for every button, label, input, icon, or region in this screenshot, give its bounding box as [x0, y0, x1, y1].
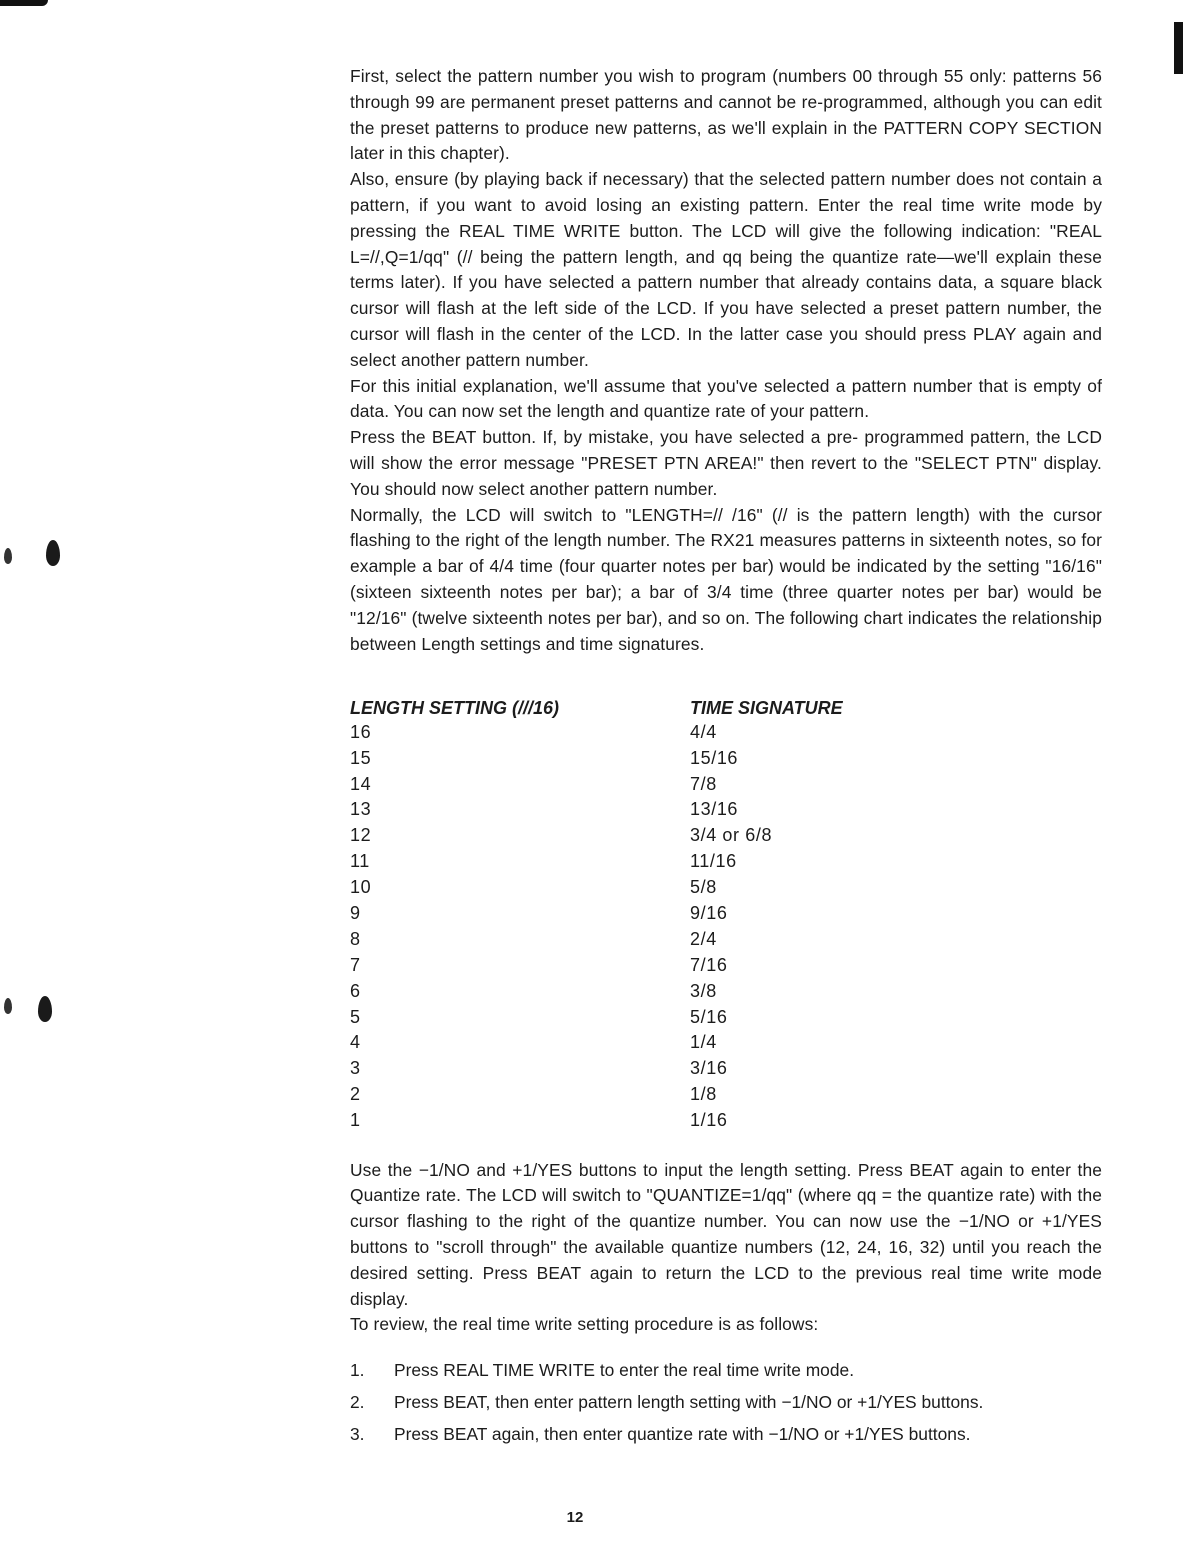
- scan-mark-top-left: [0, 0, 48, 6]
- table-row: [350, 1030, 1102, 1056]
- list-item: [350, 1354, 1102, 1386]
- binder-hole-lower: [38, 996, 52, 1022]
- table-row: [350, 952, 1102, 978]
- step-number: 1.: [350, 1359, 365, 1380]
- procedure-list: [350, 1354, 1102, 1450]
- length-value: 11: [350, 851, 370, 872]
- time-signature-value: 2/4: [690, 928, 717, 949]
- time-signature-value: 7/8: [690, 773, 717, 794]
- time-signature-value: 3/16: [690, 1058, 728, 1079]
- length-value: 8: [350, 928, 361, 949]
- step-number: 2.: [350, 1391, 365, 1412]
- length-value: 1: [350, 1110, 361, 1131]
- table-row: [350, 1004, 1102, 1030]
- time-signature-value: 3/4 or 6/8: [690, 825, 773, 846]
- time-signature-value: 5/8: [690, 877, 717, 898]
- step-text: Press BEAT, then enter pattern length setting with −1/NO or +1/YES buttons.: [394, 1391, 984, 1412]
- page-content: [350, 64, 1102, 1450]
- table-row: [350, 745, 1102, 771]
- list-item: [350, 1386, 1102, 1418]
- paragraph-length: Normally, the LCD will switch to "LENGTH=// /16" (// is the pattern length) with the cursor flashing to the right of the length number. The RX21 measures patterns in sixteenth notes, so for example a bar of 4/4 time (four quarter notes per bar) would be indicated by the setting "16/16" (sixteen sixteenth notes per bar); a bar of 3/4 time (three quarter notes per bar) would be "12/16" (twelve sixteenth notes per bar), and so on. The following chart indicates the relationship between Length settings and time signatures.: [350, 504, 1102, 654]
- table-header: [350, 691, 1102, 719]
- length-value: 7: [350, 954, 361, 975]
- table-row: [350, 1082, 1102, 1108]
- paragraph-intro: First, select the pattern number you wish to program (numbers 00 through 55 only: patterns 56 through 99 are permanent preset patterns and cannot be re-programmed, although you can edit the preset patterns to produce new patterns, as we'll explain in the PATTERN COPY SECTION later in this chapter).: [350, 66, 1102, 164]
- table-row: [350, 771, 1102, 797]
- length-value: 9: [350, 903, 361, 923]
- length-value: 16: [350, 721, 372, 742]
- table-row: [350, 926, 1102, 952]
- paragraph-quantize: Use the −1/NO and +1/YES buttons to input the length setting. Press BEAT again to enter the Quantize rate. The LCD will switch to "QUANTIZE=1/qq" (where qq = the quantize rate) with the cursor flashing to the right of the quantize number. You can now use the −1/NO or +1/YES buttons to "scroll through" the available quantize numbers (12, 24, 16, 32) until you reach the desired setting. Press BEAT again to return the LCD to the previous real time write mode display.: [350, 1159, 1102, 1309]
- table-row: [350, 719, 1102, 745]
- step-number: 3.: [350, 1423, 365, 1444]
- length-value: 15: [350, 747, 372, 768]
- time-signature-value: 5/16: [690, 1006, 728, 1027]
- time-signature-value: 9/16: [690, 903, 728, 923]
- binder-hole-upper: [46, 540, 60, 566]
- table-row: [350, 823, 1102, 849]
- table-row: [350, 875, 1102, 901]
- time-signature-value: 1/4: [690, 1032, 717, 1053]
- scan-mark-top-right: [1174, 22, 1183, 74]
- length-value: 5: [350, 1006, 361, 1027]
- table-row: [350, 901, 1102, 927]
- time-signature-value: 1/16: [690, 1110, 728, 1131]
- length-value: 13: [350, 799, 372, 820]
- paragraph-review: To review, the real time write setting procedure is as follows:: [350, 1314, 819, 1335]
- paragraph-beat-button: Press the BEAT button. If, by mistake, you have selected a pre- programmed pattern, the LCD will show the error message "PRESET PTN AREA!" then revert to the "SELECT PTN" display. You should now select another pattern number.: [350, 427, 1102, 499]
- step-text: Press REAL TIME WRITE to enter the real time write mode.: [394, 1359, 855, 1380]
- binder-hole-lower-shadow: [4, 998, 12, 1014]
- table-row: [350, 797, 1102, 823]
- length-value: 12: [350, 825, 372, 846]
- time-signature-value: 4/4: [690, 721, 717, 742]
- length-value: 3: [350, 1058, 361, 1079]
- time-signature-value: 15/16: [690, 747, 739, 768]
- length-value: 10: [350, 877, 372, 898]
- header-length-setting: LENGTH SETTING (///16): [350, 698, 560, 719]
- table-row: [350, 1108, 1102, 1134]
- time-signature-value: 1/8: [690, 1084, 717, 1105]
- length-value: 6: [350, 980, 361, 1001]
- length-value: 2: [350, 1084, 361, 1105]
- time-signature-value: 3/8: [690, 980, 717, 1001]
- time-signature-value: 7/16: [690, 954, 728, 975]
- page-number: 12: [566, 1509, 584, 1526]
- length-value: 14: [350, 773, 372, 794]
- table-row: [350, 849, 1102, 875]
- length-value: 4: [350, 1032, 361, 1053]
- table-row: [350, 978, 1102, 1004]
- time-signature-value: 13/16: [690, 799, 739, 820]
- paragraph-initial-explanation: For this initial explanation, we'll assume that you've selected a pattern number that is empty of data. You can now set the length and quantize rate of your pattern.: [350, 375, 1102, 422]
- step-text: Press BEAT again, then enter quantize rate with −1/NO or +1/YES buttons.: [394, 1423, 971, 1444]
- binder-hole-upper-shadow: [4, 548, 12, 564]
- header-time-signature: TIME SIGNATURE: [690, 698, 843, 719]
- length-time-table: [350, 691, 1102, 1133]
- post-table-section: [350, 1158, 1102, 1339]
- list-item: [350, 1418, 1102, 1450]
- time-signature-value: 11/16: [690, 851, 737, 872]
- paragraph-realtime-write: Also, ensure (by playing back if necessary) that the selected pattern number does not contain a pattern, if you want to avoid losing an existing pattern. Enter the real time write mode by pressing the REAL TIME WRITE button. The LCD will give the following indication: "REAL L=//,Q=1/qq" (// being the pattern length, and qq being the quantize rate—we'll explain these terms later). If you have selected a pattern number that already contains data, a square black cursor will flash at the left side of the LCD. If you have selected a preset pattern number, the cursor will flash in the center of the LCD. In the latter case you should press PLAY again and select another pattern number.: [350, 169, 1102, 370]
- table-row: [350, 1056, 1102, 1082]
